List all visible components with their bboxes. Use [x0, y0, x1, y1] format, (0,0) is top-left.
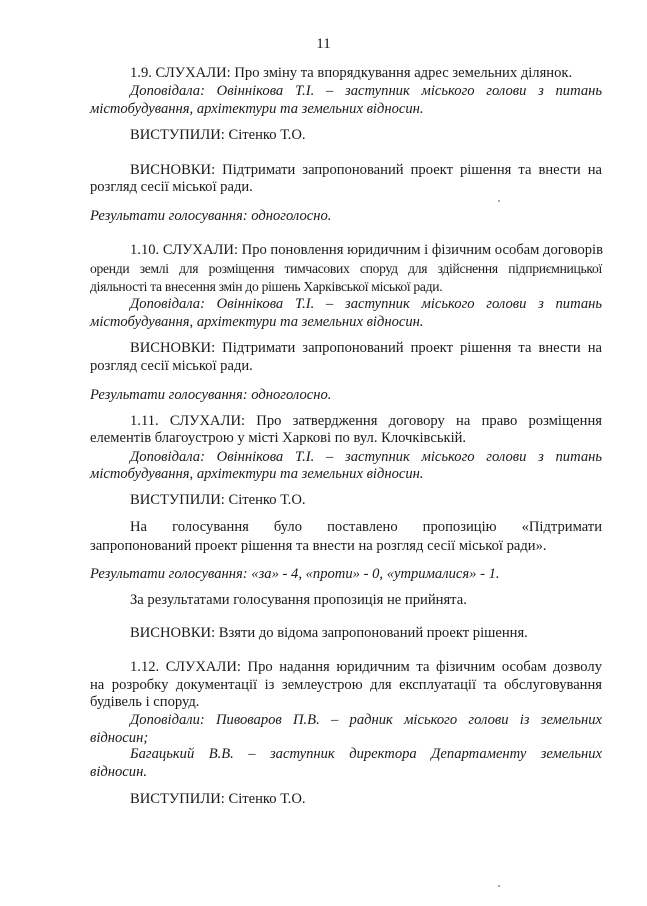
item-1-10-heard: 1.10. СЛУХАЛИ: Про поновлення юридичним і фізичним особам договорів — [130, 242, 603, 258]
item-1-11-heard-cont: елементів благоустрою у місті Харкові по вул. Клочківській. — [90, 430, 467, 446]
item-1-11-heard: 1.11. СЛУХАЛИ: Про затвердження договору на право розміщення — [130, 413, 602, 429]
item-1-9-conclusion-cont: розгляд сесії міської ради. — [90, 179, 253, 195]
item-1-11-vote-result: Результати голосування: «за» - 4, «проти» - 0, «утрималися» - 1. — [90, 566, 500, 582]
item-1-10-vote-result: Результати голосування: одноголосно. — [90, 387, 332, 403]
item-1-9-speaker-cont: містобудування, архітектури та земельних відносин. — [90, 101, 424, 117]
item-1-11-conclusion: ВИСНОВКИ: Взяти до відома запропонований проект рішення. — [130, 625, 528, 641]
item-1-9-speaker: Доповідала: Овіннікова Т.І. – заступник міського голови з питань — [130, 83, 602, 99]
item-1-12-heard-cont: на розробку документації із землеустрою для експлуатації та обслуговування — [90, 677, 602, 693]
item-1-10-conclusion-cont: розгляд сесії міської ради. — [90, 358, 253, 374]
item-1-9-conclusion: ВИСНОВКИ: Підтримати запропонований проект рішення та внести на — [130, 162, 602, 178]
item-1-10-heard-cont2: діяльності та внесення змін до рішень Харківської міської ради. — [90, 279, 443, 294]
page-number: 11 — [316, 36, 331, 52]
item-1-12-speaker-2-cont: відносин. — [90, 764, 147, 780]
item-1-11-speakers: ВИСТУПИЛИ: Сітенко Т.О. — [130, 492, 306, 508]
item-1-12-speaker-2: Багацький В.В. – заступник директора Департаменту земельних — [130, 746, 602, 762]
item-1-9-heard: 1.9. СЛУХАЛИ: Про зміну та впорядкування адрес земельних ділянок. — [130, 65, 573, 81]
item-1-12-speaker-cont: відносин; — [90, 730, 149, 746]
item-1-12-speakers: ВИСТУПИЛИ: Сітенко Т.О. — [130, 791, 306, 807]
item-1-11-proposal: На голосування було поставлено пропозицію «Підтримати — [130, 519, 602, 535]
scan-speck — [498, 885, 500, 887]
item-1-11-speaker: Доповідала: Овіннікова Т.І. – заступник міського голови з питань — [130, 449, 602, 465]
item-1-10-heard-cont: оренди землі для розміщення тимчасових споруд для здійснення підприємницької — [90, 261, 602, 276]
item-1-12-heard: 1.12. СЛУХАЛИ: Про надання юридичним та фізичним особам дозволу — [130, 659, 602, 675]
item-1-9-speakers: ВИСТУПИЛИ: Сітенко Т.О. — [130, 127, 306, 143]
item-1-11-outcome: За результатами голосування пропозиція не прийнята. — [130, 592, 467, 608]
item-1-10-speaker: Доповідала: Овіннікова Т.І. – заступник міського голови з питань — [130, 296, 602, 312]
item-1-12-heard-cont2: будівель і споруд. — [90, 694, 200, 710]
scan-speck — [498, 200, 500, 202]
item-1-12-speaker: Доповідали: Пивоваров П.В. – радник міського голови із земельних — [130, 712, 602, 728]
item-1-9-vote-result: Результати голосування: одноголосно. — [90, 208, 332, 224]
item-1-11-speaker-cont: містобудування, архітектури та земельних відносин. — [90, 466, 424, 482]
item-1-10-speaker-cont: містобудування, архітектури та земельних відносин. — [90, 314, 424, 330]
item-1-11-proposal-cont: запропонований проект рішення та внести на розгляд сесії міської ради». — [90, 538, 547, 554]
item-1-10-conclusion: ВИСНОВКИ: Підтримати запропонований проект рішення та внести на — [130, 340, 602, 356]
